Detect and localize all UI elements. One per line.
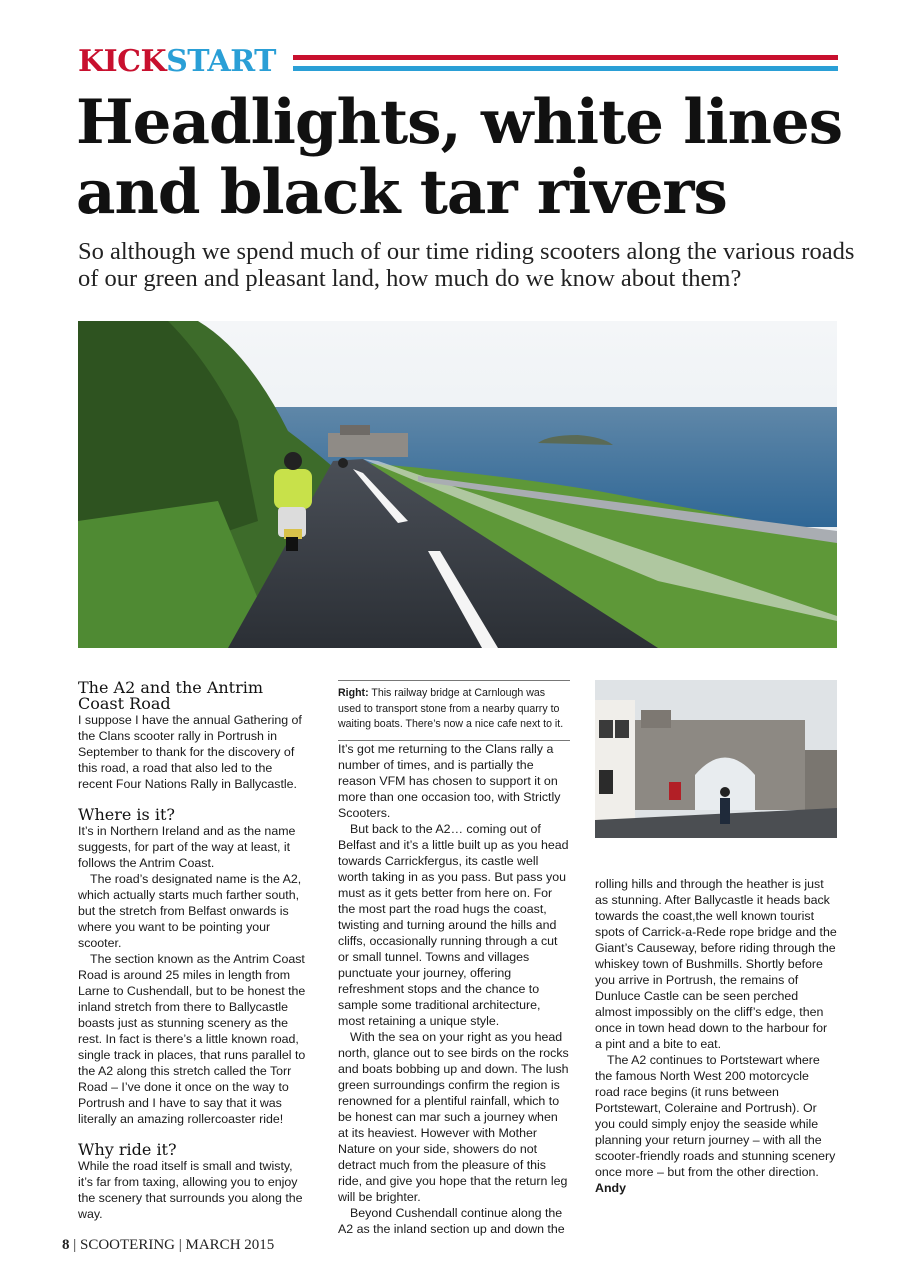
section-label-red: KICK xyxy=(78,44,167,79)
author-signoff: Andy xyxy=(595,1181,626,1195)
coast-road-photo xyxy=(78,321,837,648)
page-footer xyxy=(62,1237,274,1254)
paragraph: Beyond Cushendall continue along the A2 as the inland section up and down the xyxy=(338,1205,565,1236)
section-header xyxy=(78,44,838,80)
header-rule-red xyxy=(293,55,838,60)
footer-text: | SCOOTERING | MARCH 2015 xyxy=(69,1237,275,1253)
hero-photo xyxy=(78,321,837,648)
subhead-a2: The A2 and the Antrim Coast Road xyxy=(78,678,264,713)
article-column-2 xyxy=(338,680,570,1237)
section-label-blue: START xyxy=(166,44,276,79)
article-column-3 xyxy=(595,876,837,1196)
headline: Headlights, white lines and black tar rivers xyxy=(76,87,843,228)
paragraph: rolling hills and through the heather is just as stunning. After Ballycastle it heads back towards the coast,the well known tourist spots of Carrick-a-Rede rope bridge and the Giant’s Causeway, before riding through the whiskey town of Bushmills. Shortly before you arrive in Portrush, the remains of Dunluce Castle can be seen perched almost impossibly on the cliff’s edge, then once in town head down to the harbour for a pint and a bite to eat. xyxy=(595,877,837,1051)
article-column-1 xyxy=(78,680,310,1222)
paragraph: The A2 continues to Portstewart where the famous North West 200 motorcycle road race begins (it runs between Portstewart, Coleraine and Portrush). Or you could simply enjoy the seaside while planning your return journey – with all the scooter-friendly roads and stunning scenery once more – but from the other direction. xyxy=(595,1053,836,1179)
standfirst: So although we spend much of our time riding scooters along the various roads of our green and pleasant land, how much do we know about them? xyxy=(78,238,855,292)
caption-text: This railway bridge at Carnlough was used to transport stone from a nearby quarry to waiting boats. There’s now a nice cafe next to it. xyxy=(338,687,564,730)
paragraph: While the road itself is small and twisty, it’s far from taxing, allowing you to enjoy the scenery that surrounds you along the way. xyxy=(78,1159,303,1221)
paragraph: The section known as the Antrim Coast Road is around 25 miles in length from Larne to Cushendall, but to be honest the inland stretch from there to Ballycastle boasts just as stunning scenery as the rest. In fact is there’s a little known road, single track in places, that runs parallel to the A2 along this stretch called the Torr Road – I’ve done it once on the way to Portrush and I have to say that it was literally an amazing rollercoaster ride! xyxy=(78,952,306,1126)
section-label xyxy=(78,44,276,80)
bridge-photo xyxy=(595,680,837,838)
paragraph: It’s in Northern Ireland and as the name suggests, for part of the way at least, it follows the Antrim Coast. xyxy=(78,824,296,870)
header-rule-blue xyxy=(293,66,838,71)
page-number: 8 xyxy=(62,1237,70,1253)
paragraph: With the sea on your right as you head north, glance out to see birds on the rocks and boats bobbing up and down. The lush green surroundings confirm the region is renowned for a plentiful rainfall, which to be honest can mar such a journey when at its heaviest. However with Mother Nature on your side, showers do not detract much from the pleasure of this ride, and give you hope that the return leg will be brighter. xyxy=(338,1029,569,1204)
paragraph: I suppose I have the annual Gathering of the Clans scooter rally in Portrush in September to thank for the discovery of this road, a road that also led to the recent Four Nations Rally in Ballycastle. xyxy=(78,713,302,791)
subhead-where: Where is it? xyxy=(78,805,175,824)
paragraph: But back to the A2… coming out of Belfast and it’s a little built up as you head towards Carrickfergus, its castle well worth taking in as you pass. But pass you must as it gets better from here on. For the most part the road hugs the coast, twisting and turning around the hills and cliffs, occasionally running through a cut or small tunnel. Towns and villages punctuate your journey, offering refreshment stops and the chance to sample some traditional architecture, most retaining a unique style. xyxy=(338,821,569,1028)
paragraph: It’s got me returning to the Clans rally a number of times, and is partially the reason VFM has chosen to support it on more than one occasion too, with Strictly Scooters. xyxy=(338,741,561,820)
subhead-why: Why ride it? xyxy=(78,1140,177,1159)
caption-label: Right: xyxy=(338,687,369,699)
paragraph: The road’s designated name is the A2, which actually starts much farther south, but the stretch from Belfast onwards is where you want to be pointing your scooter. xyxy=(78,872,302,950)
photo-caption xyxy=(338,680,570,741)
carnlough-bridge-photo xyxy=(595,680,837,838)
